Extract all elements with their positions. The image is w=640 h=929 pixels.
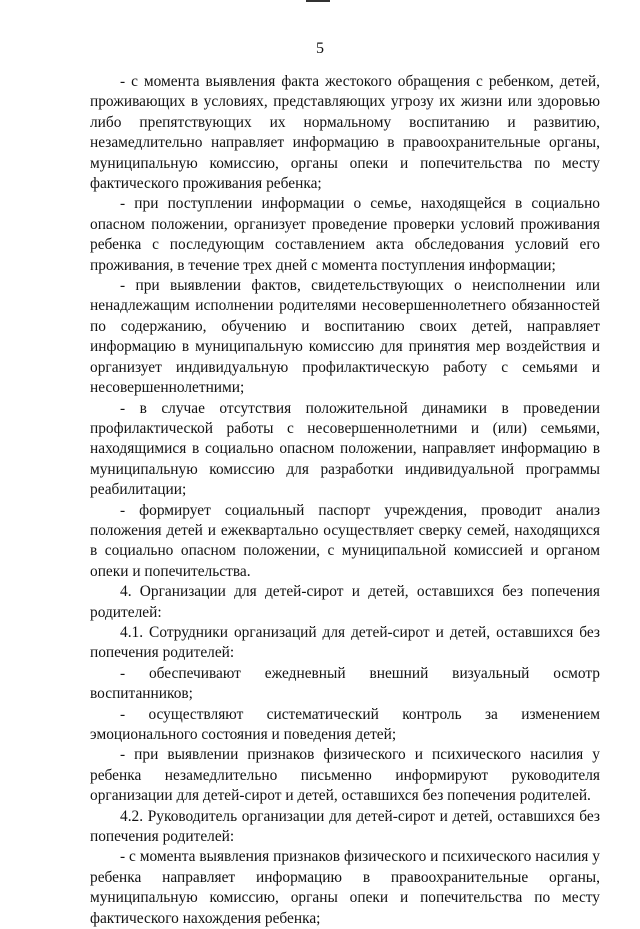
paragraph-5: - формирует социальный паспорт учреждения, проводит анализ положения детей и ежеквартально осуществляет сверку семей, находящихся в социально опасном положении, с муниципальной комиссией и органом опеки и попечительства. [90, 501, 600, 580]
section-4-2-heading: 4.2. Руководитель организации для детей-сирот и детей, оставшихся без попечения родителей: [90, 807, 600, 846]
paragraph-8: - обеспечивают ежедневный внешний визуальный осмотр воспитанников; [90, 664, 600, 703]
section-4-1-heading: 4.1. Сотрудники организаций для детей-сирот и детей, оставшихся без попечения родителей: [90, 623, 600, 662]
top-edge-mark [306, 0, 330, 2]
paragraph-2: - при поступлении информации о семье, находящейся в социально опасном положении, организует проведение проверки условий проживания ребенка с последующим составлением акта обследования условий его проживания, в течение трех дней с момента поступления информации; [90, 195, 600, 274]
page-number: 5 [316, 40, 324, 57]
paragraph-10: - при выявлении признаков физического и психического насилия у ребенка незамедлительно письменно информируют руководителя организации для детей-сирот и детей, оставшихся без попечения родителей. [90, 746, 600, 805]
section-4-heading: 4. Организации для детей-сирот и детей, оставшихся без попечения родителей: [90, 583, 600, 621]
paragraph-4: - в случае отсутствия положительной динамики в проведении профилактической работы с несовершеннолетними и (или) семьями, находящимися в социально опасном положении, направляет информацию в муниципальную комиссию для разработки индивидуальной программы реабилитации; [90, 399, 600, 499]
document-body [90, 72, 600, 929]
paragraph-3: - при выявлении фактов, свидетельствующих о неисполнении или ненадлежащим исполнении родителями несовершеннолетнего обязанностей по содержанию, обучению и воспитанию своих детей, направляет информацию в муниципальную комиссию для принятия мер воздействия и организует индивидуальную профилактическую работу с семьями и несовершеннолетними; [90, 277, 600, 397]
paragraph-9: - осуществляют систематический контроль за изменением эмоционального состояния и поведения детей; [90, 705, 600, 743]
paragraph-12: - с момента выявления признаков физического и психического насилия у ребенка направляет информацию в правоохранительные органы, муниципальную комиссию, органы опеки и попечительства по месту фактического нахождения ребенка; [90, 848, 600, 927]
paragraph-1: - с момента выявления факта жестокого обращения с ребенком, детей, проживающих в условиях, представляющих угрозу их жизни или здоровью либо препятствующих их нормальному воспитанию и развитию, незамедлительно направляет информацию в правоохранительные органы, муниципальную комиссию, органы опеки и попечительства по месту фактического проживания ребенка; [90, 73, 600, 193]
